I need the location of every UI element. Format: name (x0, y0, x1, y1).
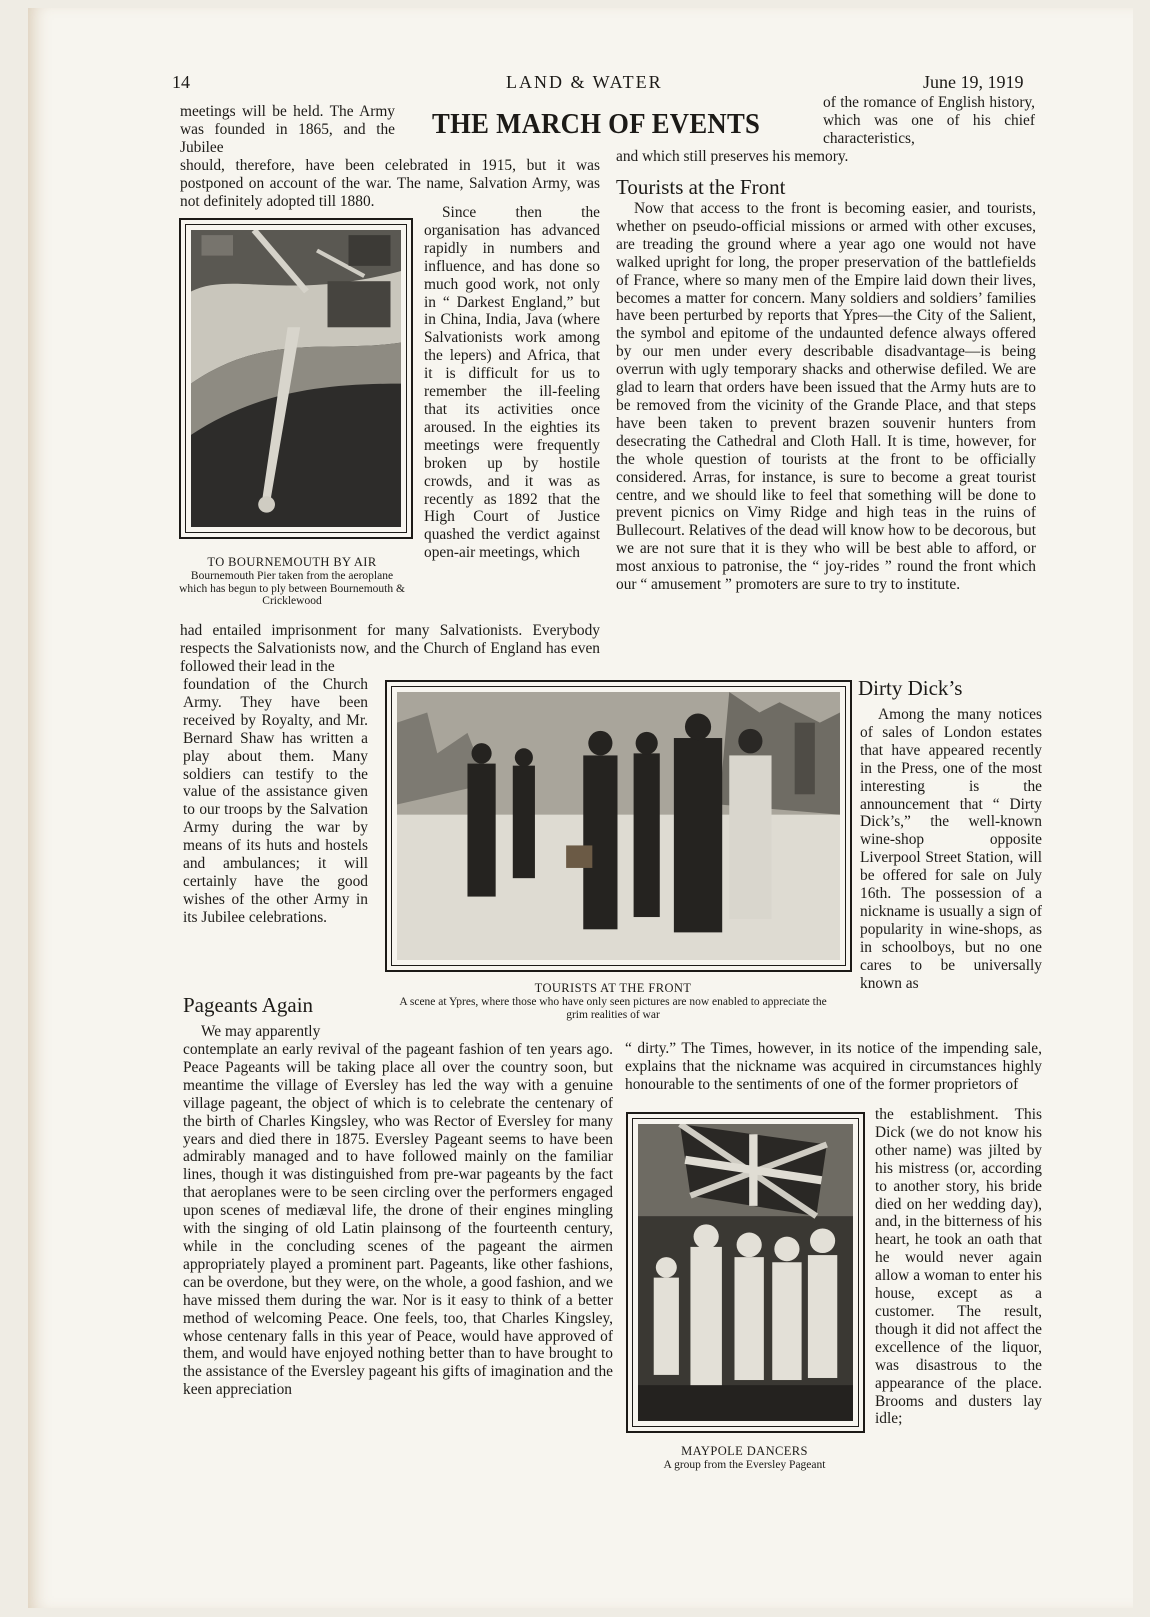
col2-top-narrow (823, 94, 1035, 148)
paragraph: Since then the organisation has advanced rapidly in numbers and influence, and has done so much good work, not only in “ Darkest England,” but in China, India, Java (where Salvationists work among the lepers) and Africa, that it is difficult for us to remember the ill-feeling that its activities once aroused. In the eighties its meetings were frequently broken up by hostile crowds, and it was as recently as 1892 that the High Court of Justice quashed the verdict against open-air meetings, which (424, 204, 600, 562)
caption-text: A group from the Eversley Pageant (663, 1459, 826, 1471)
photo-bournemouth-frame (179, 218, 413, 539)
tourists-caption (398, 981, 828, 1021)
col1-beside-photo (424, 204, 600, 562)
issue-date: June 19, 1919 (923, 72, 1024, 92)
photo-maypole-frame (626, 1112, 865, 1433)
pageants-heading: Pageants Again (183, 993, 314, 1017)
dirty-dicks-body-right (860, 706, 1042, 993)
caption-text: A scene at Ypres, where those who have only seen pictures are now enabled to appreciate the grim realities of war (399, 996, 827, 1021)
caption-title: MAYPOLE DANCERS (681, 1444, 808, 1458)
bournemouth-caption (176, 555, 408, 608)
paragraph: should, therefore, have been celebrated in 1915, but it was postponed on account of the war. The name, Salvation Army, was not definitely adopted till 1880. (180, 157, 600, 210)
paragraph: Now that access to the front is becoming easier, and tourists, whether on pseudo-official missions or armed with other excuses, are treading the ground where a year ago one would not have walked upright for long, the proper preservation of the battlefields of France, where so many men of the Empire laid down their lives, becomes a matter for concern. Many soldiers and soldiers’ families have been perturbed by reports that Ypres—the City of the Salient, the symbol and epitome of the undaunted defence always offered by our men under every describable disadvantage—is being overrun with ugly temporary shacks and otherwise defiled. We are glad to learn that orders have been issued that the Army huts are to be removed from the vicinity of the Grande Place, and that steps have been taken to prevent brazen souvenir hunters from desecrating the Cathedral and Cloth Hall. It is time, however, for the whole question of tourists at the front to be officially considered. Arras, for instance, is sure to become a great tourist centre, and we should like to feel that something will be done to prevent picnics on Vimy Ridge and high teas in the ruins of Bullecourt. Relatives of the dead will know how to be decorous, but we are not sure that it is they who will be best able to afford, or most anxious to patronise, the “ joy-rides ” round the front which our “ amusement ” promoters are sure to try to institute. (616, 200, 1036, 594)
col1-beside-tourists (183, 676, 368, 927)
tourists-ypres-photo (397, 692, 840, 960)
pageants-body (183, 1041, 613, 1399)
col1-continued (180, 622, 600, 676)
paragraph: contemplate an early revival of the pageant fashion of ten years ago. Peace Pageants will be taking place all over the country soon, but meantime the village of Eversley has led the way with a genuine village pageant, the object of which is to celebrate the centenary of the birth of Charles Kingsley, who was Rector of Eversley for many years and died there in 1875. Eversley Pageant seems to have been admirably managed and to have followed mainly on the familiar lines, though it was distinguished from pre-war pageants by the fact that aeroplanes were to be seen circling over the performers engaged upon scenes of mediæval life, the drone of their engines mingling with the singing of old Latin plainsong of the fourteenth century, while in the concluding scenes of the pageant the airmen appropriately played a prominent part. Pageants, like other fashions, can be overdone, but they were, on the whole, a good fashion, and we have missed them during the war. Nor is it easy to think of a better method of welcoming Peace. One feels, too, that Charles Kingsley, whose centenary falls in this year of Peace, would have approved of them, and would have enjoyed nothing better than to have brought to the assistance of the Eversley pageant his gifts of imagination and the keen appreciation (183, 1041, 613, 1399)
maypole-dancers-photo (638, 1124, 853, 1421)
paragraph: meetings will be held. The Army was founded in 1865, and the Jubilee (180, 103, 395, 156)
paragraph: of the romance of English history, which was one of his chief characteristics, (823, 94, 1035, 147)
caption-text: Bournemouth Pier taken from the aeroplane which has begun to ply between Bournemouth & Cricklewood (179, 570, 405, 607)
bournemouth-aerial-photo (191, 230, 401, 527)
paragraph: “ dirty.” The Times, however, in its notice of the impending sale, explains that the nickname was acquired in circumstances highly honourable to the sentiments of one of the former proprietors of (625, 1040, 1042, 1093)
col1-top-wide (180, 157, 600, 211)
paragraph: foundation of the Church Army. They have been received by Royalty, and Mr. Bernard Shaw has written a play about them. Many soldiers can testify to the value of the assistance given to our troops by the Salvation Army during the war by means of its huts and hostels and ambulances; it will certainly have the good wishes of the other Army in its Jubilee celebrations. (183, 676, 368, 926)
paragraph: and which still preserves his memory. (616, 148, 849, 165)
page-title: THE MARCH OF EVENTS (432, 108, 761, 140)
dirty-dicks-heading: Dirty Dick’s (858, 676, 963, 700)
dirty-dicks-body-wide (625, 1040, 1042, 1094)
dirty-dicks-beside-maypole (875, 1106, 1042, 1428)
caption-title: TO BOURNEMOUTH BY AIR (207, 555, 377, 569)
paragraph: Among the many notices of sales of London estates that have appeared recently in the Press, one of the most interesting is the announcement that “ Dirty Dick’s,” the well-known wine-shop opposite Liverpool Street Station, will be offered for sale on July 16th. The possession of a nickname is usually a sign of popularity in wine-shops, as in schoolboys, but no one cares to be universally known as (860, 706, 1042, 992)
photo-tourists-frame (385, 680, 852, 972)
tourists-heading: Tourists at the Front (616, 175, 786, 199)
tourists-body (616, 200, 1036, 594)
magazine-page (28, 8, 1133, 1608)
paragraph: the establishment. This Dick (we do not know his other name) was jilted by his mistress (or, according to another story, his bride died on her wedding day), and, in the bitterness of his heart, he took an oath that he would never again allow a woman to enter his house, except as a customer. The result, though it did not affect the excellence of the liquor, was disastrous to the appearance of the place. Brooms and dusters lay idle; (875, 1106, 1042, 1428)
page-number: 14 (172, 72, 190, 92)
maypole-caption (626, 1444, 863, 1472)
paragraph: had entailed imprisonment for many Salvationists. Everybody respects the Salvationists now, and the Church of England has even followed their lead in the (180, 622, 600, 675)
col2-top-wide (616, 148, 1036, 166)
pageants-first-line: We may apparently (201, 1023, 321, 1040)
caption-title: TOURISTS AT THE FRONT (534, 981, 692, 995)
col1-top-narrow (180, 103, 395, 157)
magazine-title: LAND & WATER (506, 72, 663, 92)
